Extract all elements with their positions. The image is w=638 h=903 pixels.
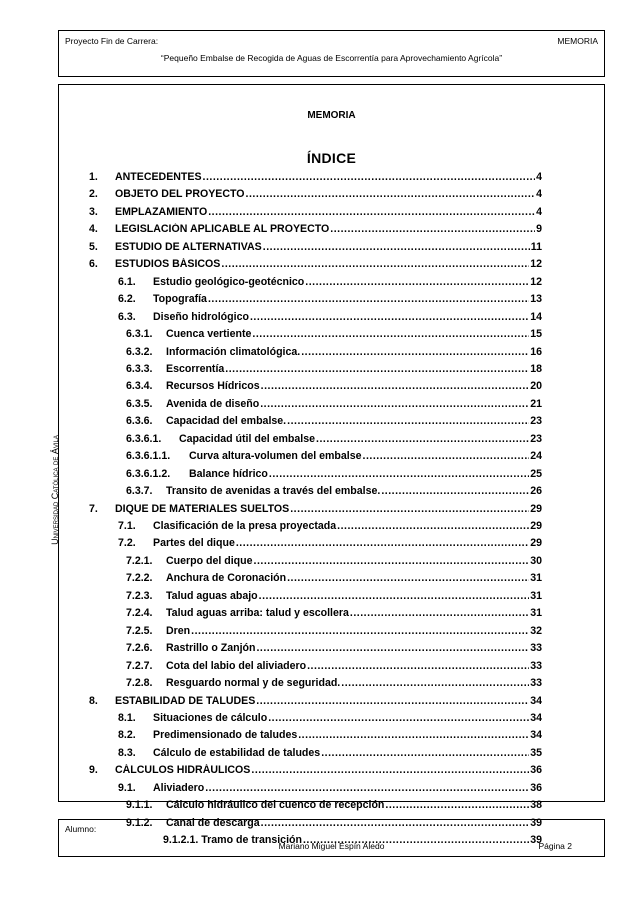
- toc-dot-leader: [208, 206, 535, 218]
- toc-dot-leader: [259, 590, 530, 602]
- toc-entry-page: 29: [530, 520, 542, 532]
- toc-entry-page: 36: [530, 781, 542, 794]
- toc-entry-number: 6.3.7.: [126, 485, 153, 498]
- toc-entry[interactable]: [126, 625, 542, 642]
- toc-entry-title: Información climatológica.: [166, 345, 301, 358]
- toc-entry-number: 6.3.6.: [126, 415, 153, 428]
- toc-entry-number: 7.2.1.: [126, 554, 153, 567]
- toc-entry-title: EMPLAZAMIENTO: [115, 205, 208, 218]
- toc-entry-title: Talud aguas arriba: talud y escollera: [166, 607, 349, 620]
- toc-dot-leader: [260, 398, 529, 410]
- toc-entry-page: 38: [530, 799, 542, 812]
- toc-entry-page: 23: [530, 432, 542, 445]
- toc-entry-page: 34: [530, 694, 542, 707]
- toc-entry-number: 6.3.6.1.1.: [126, 450, 171, 463]
- toc-entry[interactable]: [126, 799, 542, 816]
- toc-entry-page: 35: [530, 746, 542, 759]
- toc-entry-title: OBJETO DEL PROYECTO: [115, 188, 245, 201]
- toc-dot-leader: [298, 729, 529, 741]
- toc-dot-leader: [250, 311, 529, 323]
- toc-entry-page: 25: [530, 467, 542, 480]
- toc-entry[interactable]: [126, 607, 542, 624]
- toc-entry[interactable]: [126, 468, 542, 485]
- page-footer: [58, 816, 605, 857]
- toc-entry-number: 7.2.4.: [126, 607, 153, 620]
- toc-entry-title: ESTABILIDAD DE TALUDES: [115, 694, 256, 707]
- toc-entry-title: Dren: [166, 624, 191, 637]
- toc-dot-leader: [305, 276, 529, 288]
- toc-entry-title: 9.1.2.1. Tramo de transición: [163, 834, 302, 847]
- toc-entry-title: ANTECEDENTES: [115, 171, 202, 183]
- toc-entry-page: 31: [530, 572, 542, 585]
- toc-entry-title: Capacidad útil del embalse: [179, 432, 315, 445]
- toc-entry-page: 36: [530, 764, 542, 777]
- toc-entry[interactable]: [126, 363, 542, 380]
- toc-entry-number: 6.3.: [118, 310, 136, 323]
- toc-dot-leader: [287, 572, 529, 584]
- toc-entry-page: 9: [536, 223, 542, 236]
- toc-title: ÍNDICE: [306, 150, 357, 166]
- page-number: Página 2: [538, 841, 572, 851]
- toc-entry-title: Curva altura-volumen del embalse: [189, 450, 362, 463]
- toc-entry-number: 1.: [89, 171, 98, 183]
- toc-dot-leader: [269, 468, 529, 480]
- toc-dot-leader: [225, 363, 529, 375]
- toc-entry-title: Topografía: [153, 293, 207, 306]
- toc-dot-leader: [256, 642, 529, 654]
- toc-entry-title: LEGISLACIÓN APLICABLE AL PROYECTO: [115, 223, 330, 236]
- student-label: Alumno:: [65, 824, 97, 834]
- toc-entry-number: 7.2.7.: [126, 659, 153, 672]
- toc-entry[interactable]: [126, 450, 542, 467]
- project-title: “Pequeño Embalse de Recogida de Aguas de Escorrentía para Aprovechamiento Agrícola”: [160, 53, 503, 63]
- toc-entry[interactable]: [89, 223, 542, 240]
- toc-entry-page: 34: [530, 711, 542, 724]
- toc-dot-leader: [381, 485, 529, 497]
- toc-entry-page: 20: [530, 380, 542, 393]
- toc-entry-page: 4: [536, 205, 542, 218]
- toc-entry-number: 8.: [89, 694, 98, 707]
- toc-entry[interactable]: [89, 206, 542, 223]
- toc-entry-page: 14: [530, 310, 542, 323]
- toc-entry[interactable]: [126, 642, 542, 659]
- toc-entry-title: Diseño hidrológico: [153, 310, 249, 323]
- toc-dot-leader: [254, 555, 530, 567]
- toc-entry-page: 30: [530, 554, 542, 567]
- toc-entry[interactable]: [118, 537, 542, 554]
- toc-entry-page: 39: [530, 816, 542, 829]
- toc-entry-title: ESTUDIOS BÁSICOS: [115, 258, 221, 271]
- toc-dot-leader: [268, 712, 529, 724]
- toc-entry-page: 29: [530, 502, 542, 515]
- toc-entry-title: Cálculo de estabilidad de taludes: [153, 746, 321, 759]
- toc-entry-page: 12: [530, 275, 542, 288]
- toc-entry-page: 33: [530, 677, 542, 690]
- toc-entry[interactable]: [126, 433, 542, 450]
- toc-entry-title: Cálculo hidráulico del cuenco de recepción: [166, 799, 385, 812]
- toc-entry-page: 12: [530, 258, 542, 271]
- toc-entry[interactable]: [126, 346, 542, 363]
- toc-entry[interactable]: [118, 729, 542, 746]
- toc-entry[interactable]: [118, 747, 542, 764]
- toc-entry-number: 7.1.: [118, 520, 136, 532]
- toc-entry-title: Clasificación de la presa proyectada: [153, 520, 337, 532]
- toc-entry-number: 6.2.: [118, 293, 136, 306]
- toc-entry-page: 23: [530, 415, 542, 428]
- toc-entry-page: 33: [530, 642, 542, 655]
- toc-entry[interactable]: [126, 380, 542, 397]
- section-label: MEMORIA: [557, 36, 598, 46]
- toc-entry-number: 8.1.: [118, 711, 136, 724]
- toc-entry-number: 9.1.2.: [126, 816, 153, 829]
- toc-entry[interactable]: [126, 398, 542, 415]
- toc-dot-leader: [337, 520, 529, 532]
- document-heading: MEMORIA: [307, 110, 356, 121]
- toc-entry-page: 11: [530, 240, 542, 253]
- toc-dot-leader: [263, 241, 530, 253]
- toc-dot-leader: [330, 223, 535, 235]
- project-label: Proyecto Fin de Carrera:: [65, 36, 159, 46]
- toc-entry-title: Talud aguas abajo: [166, 589, 258, 602]
- toc-entry-number: 7.2.: [118, 537, 136, 550]
- toc-entry[interactable]: [126, 328, 542, 345]
- toc-entry-title: Anchura de Coronación: [166, 572, 287, 585]
- toc-entry-page: 21: [530, 397, 542, 410]
- toc-entry[interactable]: [126, 415, 542, 432]
- toc-entry-number: 8.3.: [118, 746, 136, 759]
- toc-entry[interactable]: [126, 555, 542, 572]
- toc-entry-title: CÁLCULOS HIDRÁULICOS: [115, 764, 251, 777]
- toc-dot-leader: [363, 450, 530, 462]
- toc-dot-leader: [287, 415, 529, 427]
- toc-dot-leader: [205, 782, 529, 794]
- toc-entry-page: 15: [530, 328, 542, 341]
- toc-entry-page: 34: [530, 729, 542, 742]
- toc-entry-number: 7.2.2.: [126, 572, 153, 585]
- toc-entry-number: 6.: [89, 258, 98, 271]
- toc-entry-number: 5.: [89, 240, 98, 253]
- toc-entry-number: 3.: [89, 205, 98, 218]
- toc-entry-page: 29: [530, 537, 542, 550]
- toc-entry-title: Balance hídrico: [189, 467, 268, 480]
- toc-entry-number: 8.2.: [118, 729, 136, 742]
- toc-entry-number: 7.2.6.: [126, 642, 153, 655]
- toc-entry-page: 13: [530, 293, 542, 306]
- toc-entry-number: 9.1.: [118, 781, 136, 794]
- toc-entry-title: Rastrillo o Zanjón: [166, 642, 256, 655]
- toc-entry-page: 4: [536, 188, 542, 201]
- toc-entry-title: Canal de descarga: [166, 816, 260, 829]
- toc-dot-leader: [321, 747, 529, 759]
- toc-dot-leader: [236, 537, 529, 549]
- toc-entry-number: 2.: [89, 188, 98, 201]
- toc-entry-number: 7.2.5.: [126, 624, 153, 637]
- toc-entry-number: 9.1.1.: [126, 799, 153, 812]
- toc-dot-leader: [290, 503, 529, 515]
- toc-entry[interactable]: [89, 764, 542, 781]
- toc-dot-leader: [350, 607, 529, 619]
- toc-entry[interactable]: [89, 695, 542, 712]
- toc-entry-page: 32: [530, 624, 542, 637]
- toc-entry-number: 6.3.6.1.: [126, 432, 162, 445]
- toc-dot-leader: [341, 677, 529, 689]
- toc-entry[interactable]: [126, 677, 542, 694]
- toc-entry[interactable]: [118, 293, 542, 310]
- toc-entry-page: 33: [530, 659, 542, 672]
- toc-entry-page: 26: [530, 485, 542, 498]
- toc-entry-page: 31: [530, 589, 542, 602]
- toc-entry-number: 6.3.2.: [126, 345, 153, 358]
- toc-entry-number: 7.2.3.: [126, 589, 153, 602]
- toc-entry[interactable]: [118, 520, 542, 537]
- toc-dot-leader: [221, 258, 529, 270]
- page-header: [58, 30, 605, 77]
- toc-entry-page: 31: [530, 607, 542, 620]
- university-label: Universidad Católica de Ávila: [50, 435, 60, 545]
- toc-entry[interactable]: [126, 485, 542, 502]
- toc-entry-title: Cuerpo del dique: [166, 554, 253, 567]
- toc-entry[interactable]: [89, 503, 542, 520]
- toc-dot-leader: [203, 171, 536, 183]
- toc-dot-leader: [246, 188, 536, 200]
- toc-entry-title: Capacidad del embalse.: [166, 415, 287, 428]
- toc-dot-leader: [385, 799, 529, 811]
- toc-entry-title: Partes del dique: [153, 537, 235, 550]
- toc-entry-title: Escorrentía: [166, 362, 225, 375]
- toc-entry-page: 16: [530, 345, 542, 358]
- toc-entry-title: Transito de avenidas a través del embalse.: [166, 485, 381, 498]
- toc-entry[interactable]: [89, 171, 542, 188]
- toc-entry[interactable]: [126, 572, 542, 589]
- toc-entry-number: 6.3.3.: [126, 362, 153, 375]
- toc-entry[interactable]: [89, 258, 542, 275]
- toc-dot-leader: [208, 293, 529, 305]
- toc-entry-page: 18: [530, 362, 542, 375]
- toc-entry-number: 7.2.8.: [126, 677, 153, 690]
- toc-entry[interactable]: [126, 590, 542, 607]
- toc-entry-number: 7.: [89, 502, 98, 515]
- author-name: Mariano Miguel Espín Aledo: [278, 841, 385, 851]
- toc-entry-number: 6.3.5.: [126, 397, 153, 410]
- toc-entry-number: 4.: [89, 223, 98, 236]
- toc-entry[interactable]: [89, 241, 542, 258]
- toc-entry-number: 6.3.4.: [126, 380, 153, 393]
- toc-entry-title: Cuenca vertiente: [166, 328, 252, 341]
- toc-entry-title: Recursos Hídricos: [166, 380, 260, 393]
- toc-dot-leader: [191, 625, 529, 637]
- toc-dot-leader: [252, 328, 529, 340]
- toc-entry[interactable]: [118, 311, 542, 328]
- toc-entry-page: 24: [530, 450, 542, 463]
- toc-entry-title: Predimensionado de taludes: [153, 729, 298, 742]
- toc-entry-title: Estudio geológico-geotécnico: [153, 275, 305, 288]
- toc-entry-number: 6.1.: [118, 275, 136, 288]
- toc-entry-title: ESTUDIO DE ALTERNATIVAS: [115, 240, 262, 253]
- toc-entry-number: 6.3.1.: [126, 328, 153, 341]
- toc-entry[interactable]: [126, 660, 542, 677]
- toc-entry[interactable]: [89, 188, 542, 205]
- toc-entry-title: Cota del labio del aliviadero: [166, 659, 307, 672]
- toc-entry-title: DIQUE DE MATERIALES SUELTOS: [115, 502, 290, 515]
- toc-entry-number: 6.3.6.1.2.: [126, 467, 171, 480]
- toc-dot-leader: [256, 695, 529, 707]
- toc-entry-title: Avenida de diseño: [166, 397, 260, 410]
- toc-dot-leader: [316, 433, 529, 445]
- toc-entry[interactable]: [118, 782, 542, 799]
- toc-dot-leader: [261, 380, 530, 392]
- toc-entry-title: Aliviadero: [153, 781, 205, 794]
- toc-dot-leader: [301, 346, 529, 358]
- toc-dot-leader: [251, 764, 529, 776]
- toc-entry-page: 39: [530, 834, 542, 847]
- toc-dot-leader: [307, 660, 529, 672]
- toc-entry-page: 4: [536, 171, 542, 183]
- toc-entry[interactable]: [118, 712, 542, 729]
- toc-entry-title: Resguardo normal y de seguridad.: [166, 677, 341, 690]
- toc-entry[interactable]: [118, 276, 542, 293]
- toc-entry-number: 9.: [89, 764, 98, 777]
- toc-entry-title: Situaciones de cálculo: [153, 711, 268, 724]
